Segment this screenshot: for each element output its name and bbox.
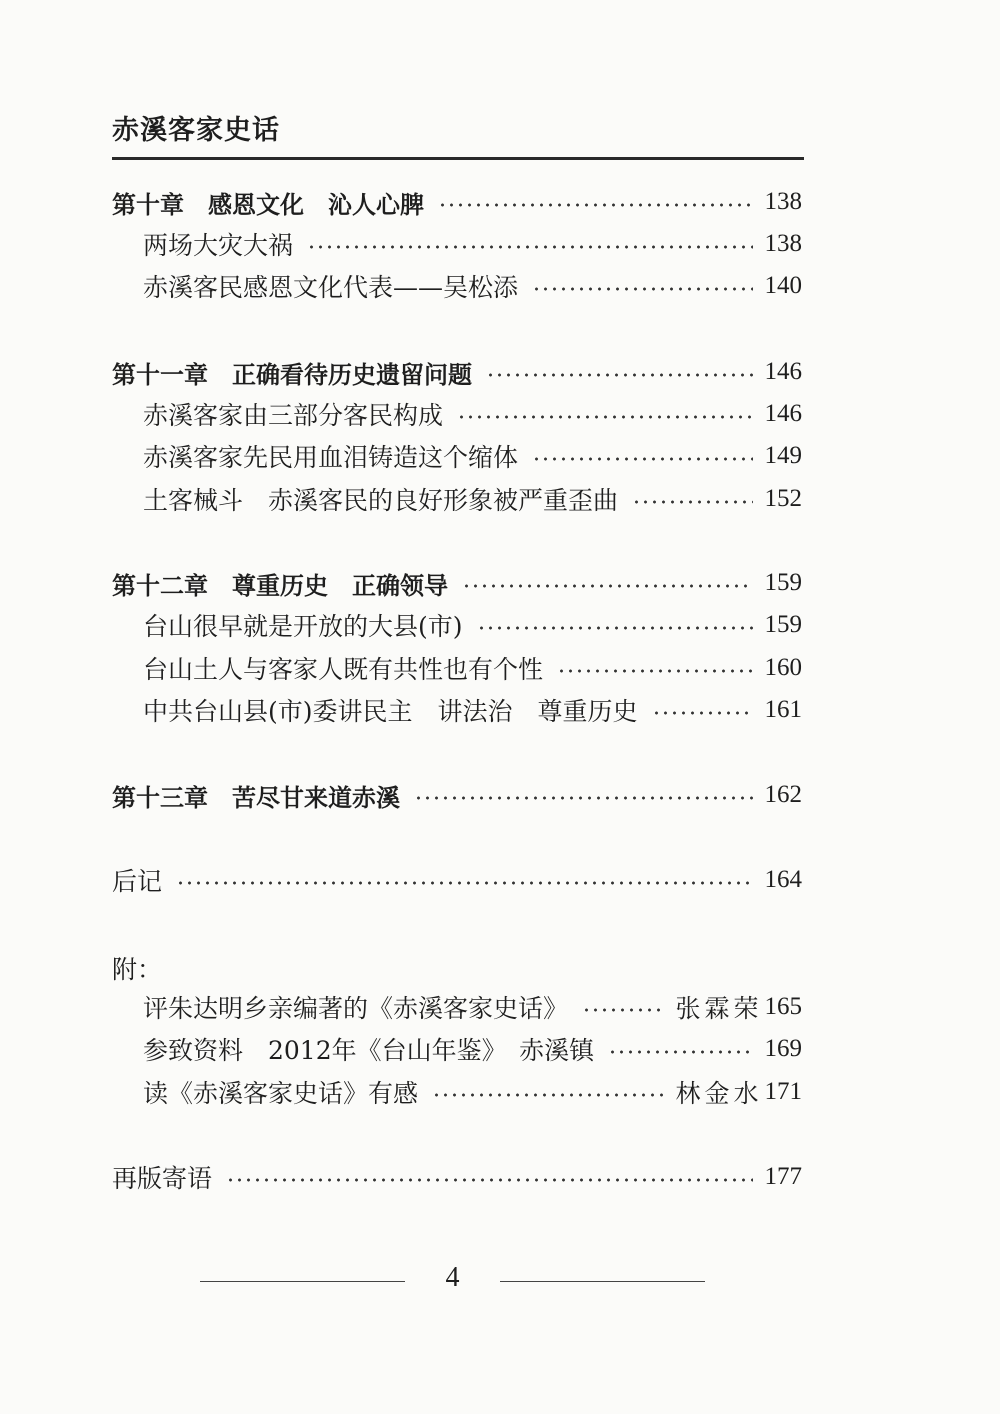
toc-page: 138 — [764, 230, 802, 257]
toc-page: 140 — [764, 272, 802, 299]
toc-afterword[interactable] — [112, 860, 802, 900]
toc-chapter-13[interactable] — [112, 775, 802, 815]
dot-leader — [438, 203, 753, 207]
running-head: 赤溪客家史话 — [112, 108, 804, 160]
dot-leader — [432, 1093, 663, 1097]
toc-title: 台山很早就是开放的大县(市) — [143, 612, 463, 641]
toc-page: 169 — [764, 1035, 802, 1062]
toc-section-10-1[interactable] — [143, 224, 802, 264]
dot-leader — [477, 626, 753, 630]
toc-page: 171 — [764, 1078, 802, 1105]
toc-page: 149 — [764, 442, 802, 469]
toc-page: 162 — [764, 781, 802, 808]
toc-title: 第十二章 尊重历史 正确领导 — [112, 571, 448, 600]
dot-leader — [652, 711, 753, 715]
toc-page: 164 — [764, 866, 802, 893]
toc-page: 146 — [764, 358, 802, 385]
dot-leader — [532, 457, 752, 461]
toc-title: 赤溪客家先民用血泪铸造这个缩体 — [143, 443, 519, 472]
toc-author: 张霖荣 — [675, 994, 763, 1023]
toc-title: 第十三章 苦尽甘来道赤溪 — [112, 783, 400, 812]
dot-leader — [457, 415, 752, 419]
toc-title: 两场大灾大祸 — [143, 231, 294, 260]
toc-title: 赤溪客民感恩文化代表——吴松添 — [143, 273, 519, 302]
toc-title: 第十章 感恩文化 沁人心脾 — [112, 190, 424, 219]
toc-title: 再版寄语 — [112, 1164, 213, 1193]
dot-leader — [557, 669, 752, 673]
toc-page: 161 — [764, 696, 802, 723]
toc-title: 第十一章 正确看待历史遗留问题 — [112, 360, 472, 389]
toc-title: 赤溪客家由三部分客民构成 — [143, 401, 444, 430]
toc-title: 土客械斗 赤溪客民的良好形象被严重歪曲 — [143, 486, 619, 515]
toc-title: 评朱达明乡亲编著的《赤溪客家史话》 — [143, 994, 569, 1023]
toc-chapter-11[interactable] — [112, 352, 802, 392]
dot-leader — [632, 500, 752, 504]
toc-appendix-3[interactable] — [143, 1072, 802, 1112]
dot-leader — [532, 287, 752, 291]
toc-appendix-2[interactable] — [143, 1029, 802, 1069]
appendix-label: 附： — [112, 955, 163, 984]
toc-title: 参致资料 2012年《台山年鉴》 赤溪镇 — [143, 1036, 595, 1065]
toc-section-11-1[interactable] — [143, 394, 802, 434]
toc-chapter-12[interactable] — [112, 563, 802, 603]
toc-page: 152 — [764, 485, 802, 512]
toc-section-12-3[interactable] — [143, 690, 802, 730]
toc-appendix-1[interactable] — [143, 987, 802, 1027]
toc-reprint-note[interactable] — [112, 1157, 802, 1197]
dot-leader — [486, 373, 753, 377]
toc-page: 146 — [764, 400, 802, 427]
toc-title: 台山土人与客家人既有共性也有个性 — [143, 655, 544, 684]
toc-section-12-1[interactable] — [143, 605, 802, 645]
dot-leader — [307, 245, 752, 249]
toc-page: 159 — [764, 569, 802, 596]
toc-page: 160 — [764, 654, 802, 681]
toc-chapter-10[interactable] — [112, 182, 802, 222]
toc-author: 林金水 — [675, 1079, 763, 1108]
toc-page: 165 — [764, 993, 802, 1020]
toc-title: 中共台山县(市)委讲民主 讲法治 尊重历史 — [143, 697, 638, 726]
toc-title: 读《赤溪客家史话》有感 — [143, 1079, 419, 1108]
toc-section-12-2[interactable] — [143, 648, 802, 688]
folio-rule-right — [500, 1281, 705, 1282]
page-number: 4 — [445, 1262, 460, 1293]
dot-leader — [608, 1050, 752, 1054]
toc-section-11-2[interactable] — [143, 436, 802, 476]
dot-leader — [582, 1008, 663, 1012]
toc-section-11-3[interactable] — [143, 479, 802, 519]
dot-leader — [462, 584, 753, 588]
toc-title: 后记 — [112, 867, 163, 896]
toc-page: 138 — [764, 188, 802, 215]
toc-page: 177 — [764, 1163, 802, 1190]
toc-page: 159 — [764, 611, 802, 638]
dot-leader — [176, 881, 752, 885]
dot-leader — [414, 796, 753, 800]
dot-leader — [226, 1178, 752, 1182]
toc-section-10-2[interactable] — [143, 266, 802, 306]
